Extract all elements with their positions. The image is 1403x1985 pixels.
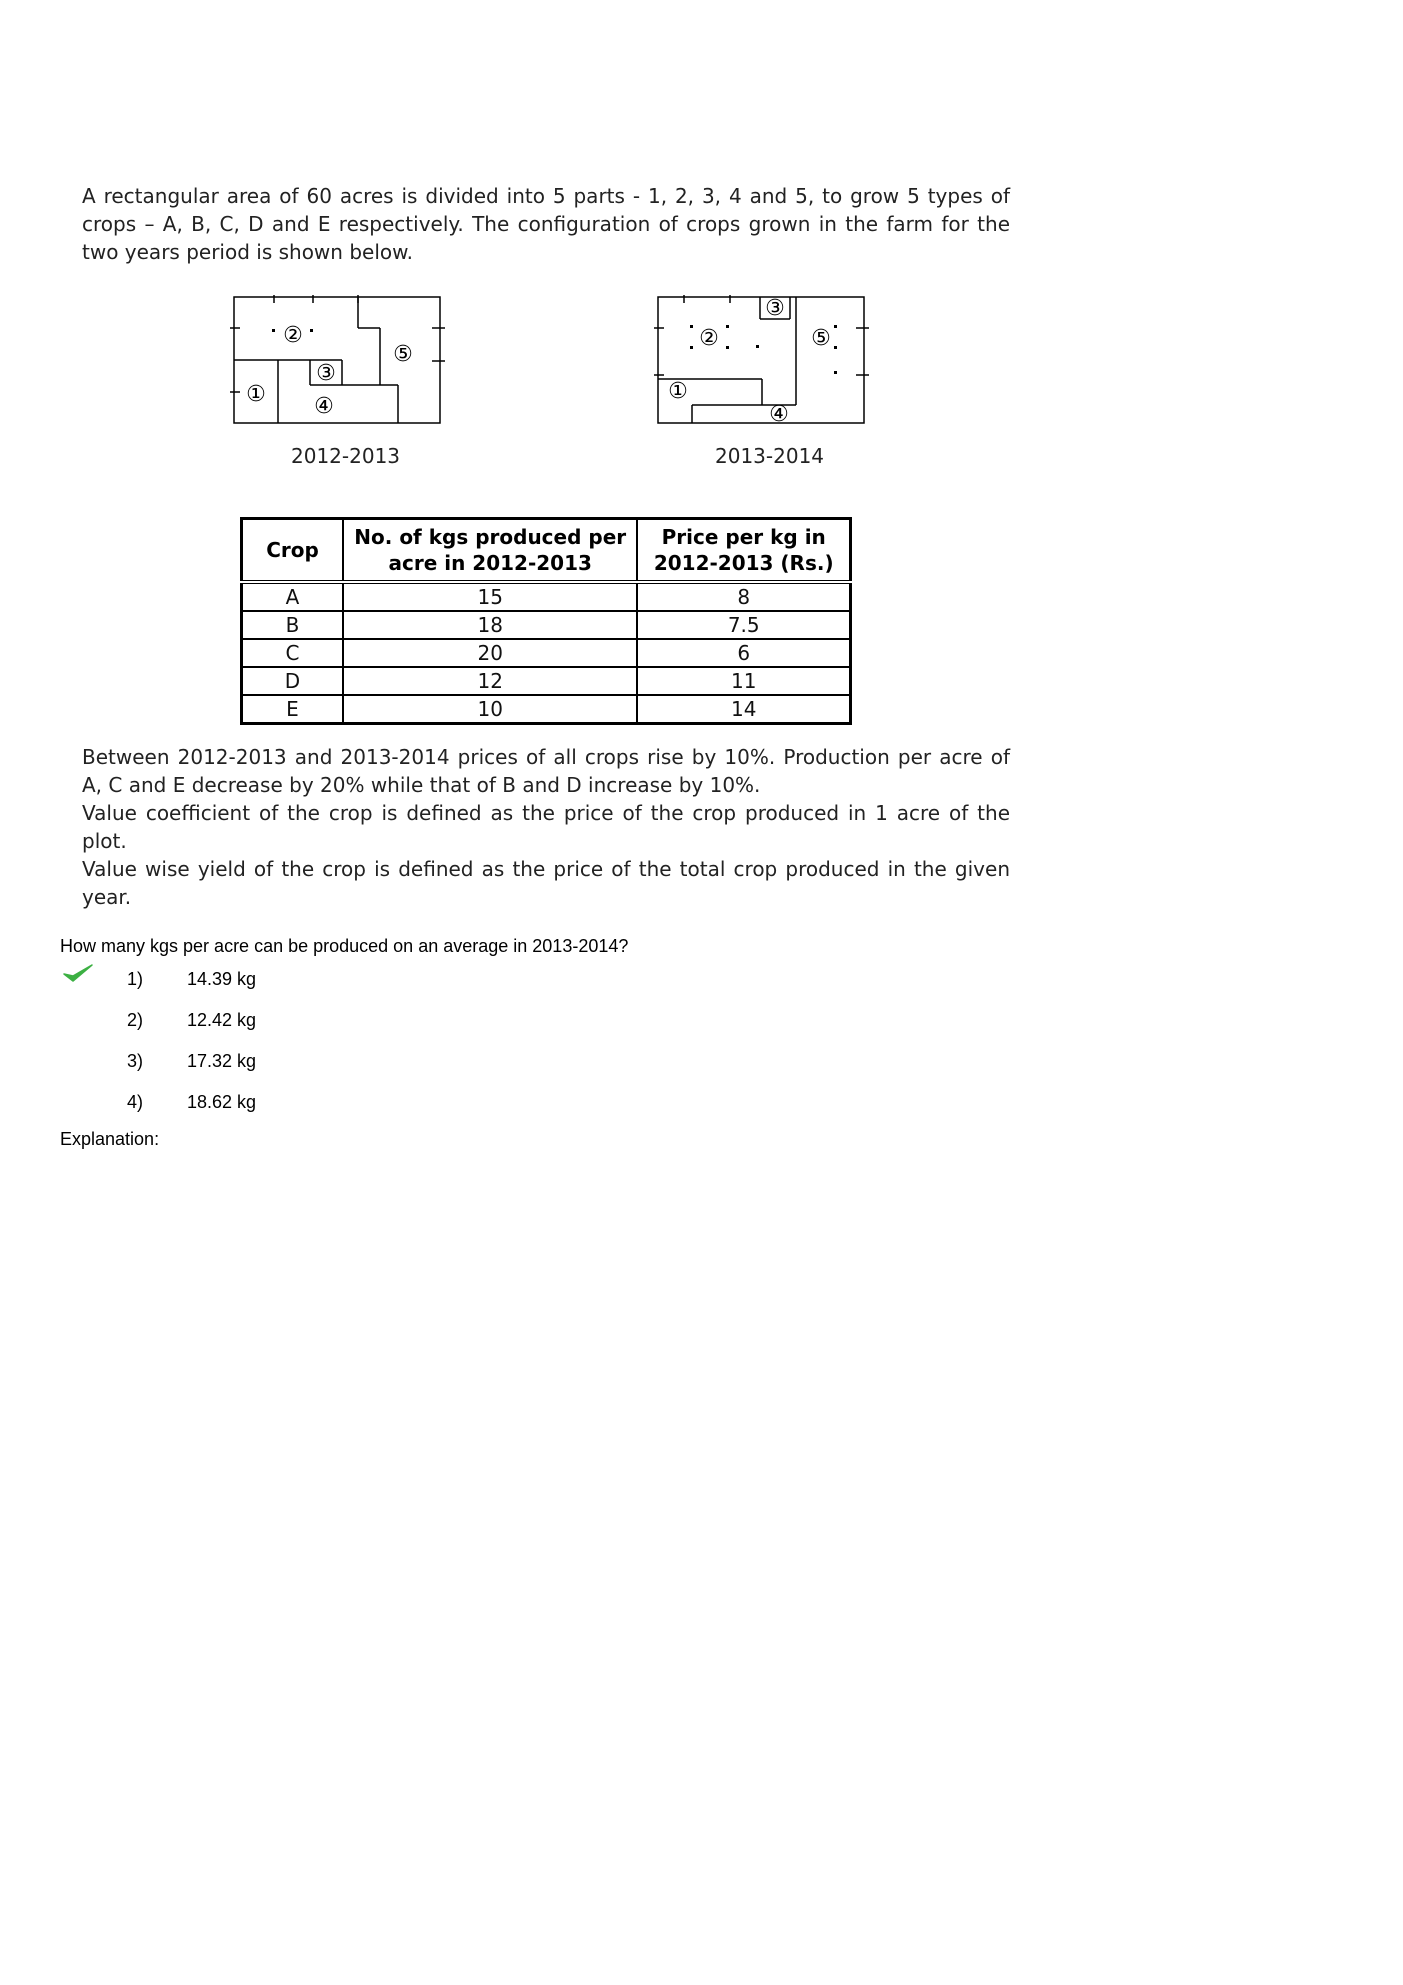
cell-price: 6	[637, 639, 850, 667]
plot-label-2: ②	[283, 323, 303, 348]
table-row	[242, 611, 851, 639]
option-text: 18.62 kg	[187, 1092, 257, 1112]
cell-price: 14	[637, 695, 850, 724]
check-icon	[62, 962, 94, 984]
conditions-paragraph	[82, 743, 1010, 911]
intro-paragraph	[82, 182, 1010, 266]
option-text: 17.32 kg	[187, 1051, 257, 1071]
cell-production: 12	[343, 667, 637, 695]
condition-value-coefficient: Value coefficient of the crop is defined as the price of the crop produced in 1 acre of the plot.	[82, 801, 1010, 853]
condition-price-change: Between 2012-2013 and 2013-2014 prices of all crops rise by 10%. Production per acre of A, C and E decrease by 20% while that of B and D increase by 10%.	[82, 745, 1010, 797]
plot-label-3: ③	[316, 361, 336, 386]
plot-label-3: ③	[765, 296, 785, 321]
diagram-caption-2013: 2013-2014	[715, 444, 825, 468]
intro-text: A rectangular area of 60 acres is divided into 5 parts - 1, 2, 3, 4 and 5, to grow 5 types of crops – A, B, C, D and E respectively. The configuration of crops grown in the farm for the two years period is shown below.	[82, 184, 1010, 264]
cell-price: 8	[637, 582, 850, 611]
farm-diagram-2012	[230, 295, 445, 430]
cell-crop: A	[242, 582, 344, 611]
cell-crop: C	[242, 639, 344, 667]
option-number: 1)	[127, 969, 144, 989]
plot-label-5: ⑤	[811, 326, 831, 351]
cell-crop: B	[242, 611, 344, 639]
condition-value-yield: Value wise yield of the crop is defined as the price of the total crop produced in the given year.	[82, 857, 1010, 909]
header-crop: Crop	[242, 519, 344, 583]
cell-production: 15	[343, 582, 637, 611]
crop-data-table	[240, 517, 852, 725]
table-header-row	[242, 519, 851, 583]
cell-crop: D	[242, 667, 344, 695]
answer-option-3[interactable]	[127, 1051, 327, 1073]
option-number: 4)	[127, 1092, 144, 1112]
farm-diagram-2013	[654, 295, 869, 430]
option-text: 12.42 kg	[187, 1010, 257, 1030]
cell-price: 11	[637, 667, 850, 695]
plot-label-1: ①	[668, 379, 688, 404]
table-row	[242, 582, 851, 611]
plot-label-5: ⑤	[393, 342, 413, 367]
question-text: How many kgs per acre can be produced on an average in 2013-2014?	[60, 936, 629, 956]
cell-production: 18	[343, 611, 637, 639]
answer-option-2[interactable]	[127, 1010, 327, 1032]
option-number: 3)	[127, 1051, 144, 1071]
table-row	[242, 695, 851, 724]
header-production: No. of kgs produced per acre in 2012-2013	[343, 519, 637, 583]
plot-label-1: ①	[246, 382, 266, 407]
plot-label-4: ④	[769, 402, 789, 427]
answer-option-4[interactable]	[127, 1092, 327, 1114]
answer-option-1[interactable]	[127, 969, 327, 991]
cell-production: 10	[343, 695, 637, 724]
option-text: 14.39 kg	[187, 969, 257, 989]
plot-label-2: ②	[699, 326, 719, 351]
explanation-label: Explanation:	[60, 1129, 160, 1149]
option-number: 2)	[127, 1010, 144, 1030]
cell-production: 20	[343, 639, 637, 667]
cell-price: 7.5	[637, 611, 850, 639]
plot-label-4: ④	[314, 394, 334, 419]
header-price: Price per kg in 2012-2013 (Rs.)	[637, 519, 850, 583]
diagram-caption-2012: 2012-2013	[291, 444, 401, 468]
table-row	[242, 639, 851, 667]
cell-crop: E	[242, 695, 344, 724]
table-row	[242, 667, 851, 695]
